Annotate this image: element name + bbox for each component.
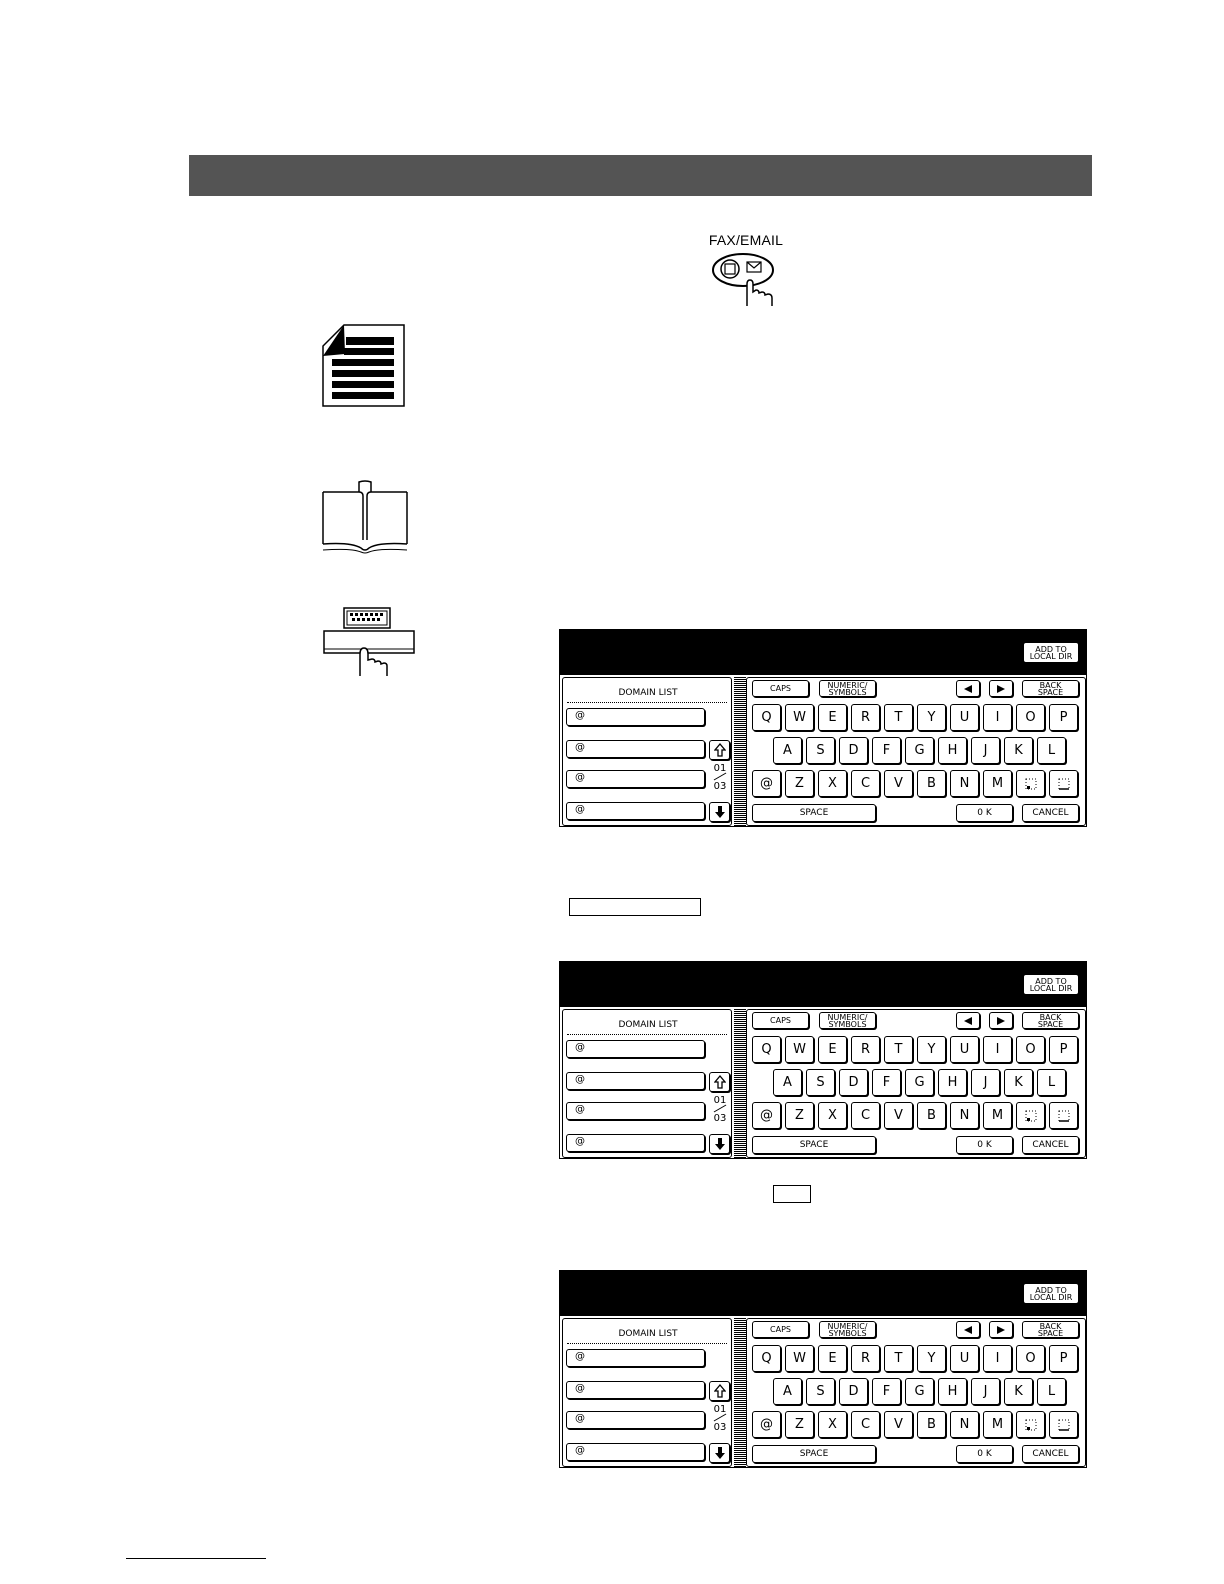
domain-list-title: DOMAIN LIST — [618, 1020, 678, 1030]
key-d[interactable]: D — [839, 737, 868, 764]
key-r[interactable]: R — [851, 1345, 880, 1372]
key-underscore-symbol[interactable] — [1049, 1411, 1078, 1438]
fax-email-key[interactable] — [700, 232, 790, 308]
numeric-symbols-button[interactable]: NUMERIC/ SYMBOLS — [819, 1321, 876, 1338]
key-t[interactable]: T — [884, 1345, 913, 1372]
key-b[interactable]: B — [917, 1411, 946, 1438]
key-l[interactable]: L — [1037, 1069, 1066, 1096]
domain-entry[interactable]: @ — [566, 740, 705, 758]
domain-list-panel — [562, 1009, 732, 1158]
page-current: 01 — [713, 1095, 727, 1106]
key-y[interactable]: Y — [917, 1345, 946, 1372]
arrow-left-icon — [963, 684, 973, 694]
panel-divider-strip — [734, 677, 746, 826]
key-s[interactable]: S — [806, 1069, 835, 1096]
keyboard-panel — [746, 1009, 1086, 1158]
domain-entry[interactable]: @ — [566, 770, 705, 788]
key-f[interactable]: F — [872, 737, 901, 764]
key-g[interactable]: G — [905, 737, 934, 764]
key-at[interactable]: @ — [752, 1102, 781, 1129]
key-h[interactable]: H — [938, 1378, 967, 1405]
page-total: 03 — [713, 781, 727, 792]
key-u[interactable]: U — [950, 704, 979, 731]
key-z[interactable]: Z — [785, 1411, 814, 1438]
key-j[interactable]: J — [971, 1069, 1000, 1096]
scroll-down-button[interactable] — [709, 802, 730, 822]
key-v[interactable]: V — [884, 770, 913, 797]
arrow-up-icon — [714, 1384, 726, 1398]
domain-entry[interactable]: @ — [566, 1411, 705, 1429]
key-c[interactable]: C — [851, 1411, 880, 1438]
domain-list-separator — [567, 1343, 727, 1344]
key-z[interactable]: Z — [785, 770, 814, 797]
keyboard-panel — [746, 677, 1086, 826]
back-space-button[interactable]: BACK SPACE — [1022, 680, 1079, 697]
domain-list-panel — [562, 1318, 732, 1467]
arrow-right-icon — [996, 684, 1006, 694]
space-button[interactable]: SPACE — [752, 1445, 876, 1463]
space-button[interactable]: SPACE — [752, 1136, 876, 1154]
key-o[interactable]: O — [1016, 704, 1045, 731]
key-e[interactable]: E — [818, 1345, 847, 1372]
key-f[interactable]: F — [872, 1069, 901, 1096]
key-underscore-symbol[interactable] — [1049, 1102, 1078, 1129]
key-d[interactable]: D — [839, 1378, 868, 1405]
domain-list-title: DOMAIN LIST — [618, 1329, 678, 1339]
panel-divider-strip — [734, 1318, 746, 1467]
arrow-down-icon — [714, 805, 726, 819]
page-current: 01 — [713, 763, 727, 774]
key-e[interactable]: E — [818, 704, 847, 731]
key-x[interactable]: X — [818, 1411, 847, 1438]
key-k[interactable]: K — [1004, 1069, 1033, 1096]
domain-entry[interactable]: @ — [566, 1381, 705, 1399]
key-m[interactable]: M — [983, 770, 1012, 797]
scroll-up-button[interactable] — [709, 1381, 730, 1401]
key-at[interactable]: @ — [752, 770, 781, 797]
keyboard-panel — [746, 1318, 1086, 1467]
key-r[interactable]: R — [851, 704, 880, 731]
dotted-square-icon — [1058, 778, 1070, 790]
key-c[interactable]: C — [851, 1102, 880, 1129]
key-y[interactable]: Y — [917, 704, 946, 731]
key-r[interactable]: R — [851, 1036, 880, 1063]
dotted-square-icon — [1058, 1110, 1070, 1122]
document-icon — [322, 324, 406, 408]
dotted-square-icon — [1058, 1419, 1070, 1431]
key-at[interactable]: @ — [752, 1411, 781, 1438]
cancel-button[interactable]: CANCEL — [1022, 1136, 1079, 1154]
key-g[interactable]: G — [905, 1069, 934, 1096]
ok-button[interactable]: 0 K — [956, 1445, 1013, 1463]
key-a[interactable]: A — [773, 737, 802, 764]
key-d[interactable]: D — [839, 1069, 868, 1096]
arrow-right-icon — [996, 1325, 1006, 1335]
key-q[interactable]: Q — [752, 1036, 781, 1063]
key-u[interactable]: U — [950, 1345, 979, 1372]
key-v[interactable]: V — [884, 1102, 913, 1129]
key-v[interactable]: V — [884, 1411, 913, 1438]
key-j[interactable]: J — [971, 737, 1000, 764]
key-w[interactable]: W — [785, 1345, 814, 1372]
key-q[interactable]: Q — [752, 1345, 781, 1372]
key-x[interactable]: X — [818, 1102, 847, 1129]
key-z[interactable]: Z — [785, 1102, 814, 1129]
back-space-button[interactable]: BACK SPACE — [1022, 1012, 1079, 1029]
page-total: 03 — [713, 1422, 727, 1433]
key-q[interactable]: Q — [752, 704, 781, 731]
ok-button[interactable]: 0 K — [956, 804, 1013, 822]
key-k[interactable]: K — [1004, 1378, 1033, 1405]
key-k[interactable]: K — [1004, 737, 1033, 764]
domain-list-separator — [567, 1034, 727, 1035]
key-m[interactable]: M — [983, 1411, 1012, 1438]
cursor-left-button[interactable] — [956, 680, 980, 697]
key-n[interactable]: N — [950, 770, 979, 797]
key-p[interactable]: P — [1049, 1345, 1078, 1372]
section-header-bar — [189, 155, 1092, 196]
key-a[interactable]: A — [773, 1069, 802, 1096]
key-n[interactable]: N — [950, 1411, 979, 1438]
panel-title-bar — [560, 1271, 1086, 1316]
cursor-right-button[interactable] — [989, 1012, 1013, 1029]
key-h[interactable]: H — [938, 1069, 967, 1096]
cursor-left-button[interactable] — [956, 1012, 980, 1029]
cursor-right-button[interactable] — [989, 680, 1013, 697]
footer-rule — [126, 1558, 266, 1559]
fax-email-button-icon — [700, 248, 792, 308]
domain-entry[interactable]: @ — [566, 802, 705, 820]
open-book-icon — [321, 480, 409, 554]
key-h[interactable]: H — [938, 737, 967, 764]
domain-entry[interactable]: @ — [566, 1443, 705, 1461]
panel-title-bar — [560, 630, 1086, 675]
domain-entry[interactable]: @ — [566, 1134, 705, 1152]
key-i[interactable]: I — [983, 1345, 1012, 1372]
key-underscore-symbol[interactable] — [1049, 770, 1078, 797]
key-f[interactable]: F — [872, 1378, 901, 1405]
key-m[interactable]: M — [983, 1102, 1012, 1129]
key-a[interactable]: A — [773, 1378, 802, 1405]
key-p[interactable]: P — [1049, 1036, 1078, 1063]
arrow-up-icon — [714, 1075, 726, 1089]
dotted-square-icon — [1025, 778, 1037, 790]
key-w[interactable]: W — [785, 704, 814, 731]
key-b[interactable]: B — [917, 1102, 946, 1129]
domain-entry[interactable]: @ — [566, 1349, 705, 1367]
touch-panel-1 — [559, 629, 1087, 827]
key-o[interactable]: O — [1016, 1345, 1045, 1372]
key-n[interactable]: N — [950, 1102, 979, 1129]
add-to-local-dir-button[interactable]: ADD TO LOCAL DIR — [1023, 974, 1079, 995]
key-s[interactable]: S — [806, 737, 835, 764]
page-current: 01 — [713, 1404, 727, 1415]
scroll-down-button[interactable] — [709, 1134, 730, 1154]
cursor-left-button[interactable] — [956, 1321, 980, 1338]
domain-entry[interactable]: @ — [566, 1040, 705, 1058]
domain-list-title: DOMAIN LIST — [618, 688, 678, 698]
cancel-button[interactable]: CANCEL — [1022, 804, 1079, 822]
scroll-down-button[interactable] — [709, 1443, 730, 1463]
touch-panel-2 — [559, 961, 1087, 1159]
panel-divider-strip — [734, 1009, 746, 1158]
key-y[interactable]: Y — [917, 1036, 946, 1063]
key-w[interactable]: W — [785, 1036, 814, 1063]
arrow-down-icon — [714, 1137, 726, 1151]
key-j[interactable]: J — [971, 1378, 1000, 1405]
key-l[interactable]: L — [1037, 1378, 1066, 1405]
key-t[interactable]: T — [884, 1036, 913, 1063]
arrow-up-icon — [714, 743, 726, 757]
ok-key-box — [773, 1185, 811, 1203]
numeric-symbols-button[interactable]: NUMERIC/ SYMBOLS — [819, 680, 876, 697]
back-space-button[interactable]: BACK SPACE — [1022, 1321, 1079, 1338]
touch-panel-3 — [559, 1270, 1087, 1468]
key-s[interactable]: S — [806, 1378, 835, 1405]
key-x[interactable]: X — [818, 770, 847, 797]
add-to-local-dir-button[interactable]: ADD TO LOCAL DIR — [1023, 1283, 1079, 1304]
dotted-square-icon — [1025, 1419, 1037, 1431]
arrow-left-icon — [963, 1325, 973, 1335]
keyboard-key-icon — [322, 606, 416, 678]
caps-button[interactable]: CAPS — [752, 1012, 809, 1029]
arrow-right-icon — [996, 1016, 1006, 1026]
caps-button[interactable]: CAPS — [752, 1321, 809, 1338]
key-i[interactable]: I — [983, 704, 1012, 731]
key-dot-symbol[interactable] — [1016, 1102, 1045, 1129]
page-total: 03 — [713, 1113, 727, 1124]
arrow-left-icon — [963, 1016, 973, 1026]
key-l[interactable]: L — [1037, 737, 1066, 764]
scroll-up-button[interactable] — [709, 740, 730, 760]
space-button[interactable]: SPACE — [752, 804, 876, 822]
numeric-symbols-button[interactable]: NUMERIC/ SYMBOLS — [819, 1012, 876, 1029]
key-u[interactable]: U — [950, 1036, 979, 1063]
add-to-local-dir-button[interactable]: ADD TO LOCAL DIR — [1023, 642, 1079, 663]
key-p[interactable]: P — [1049, 704, 1078, 731]
key-e[interactable]: E — [818, 1036, 847, 1063]
cursor-right-button[interactable] — [989, 1321, 1013, 1338]
key-dot-symbol[interactable] — [1016, 1411, 1045, 1438]
dotted-square-icon — [1025, 1110, 1037, 1122]
text-field-box — [569, 898, 701, 916]
cancel-button[interactable]: CANCEL — [1022, 1445, 1079, 1463]
fax-email-label: FAX/EMAIL — [708, 232, 784, 248]
key-g[interactable]: G — [905, 1378, 934, 1405]
caps-button[interactable]: CAPS — [752, 680, 809, 697]
ok-button[interactable]: 0 K — [956, 1136, 1013, 1154]
key-c[interactable]: C — [851, 770, 880, 797]
domain-list-separator — [567, 702, 727, 703]
key-t[interactable]: T — [884, 704, 913, 731]
key-i[interactable]: I — [983, 1036, 1012, 1063]
domain-entry[interactable]: @ — [566, 708, 705, 726]
key-o[interactable]: O — [1016, 1036, 1045, 1063]
scroll-up-button[interactable] — [709, 1072, 730, 1092]
key-b[interactable]: B — [917, 770, 946, 797]
domain-list-panel — [562, 677, 732, 826]
arrow-down-icon — [714, 1446, 726, 1460]
key-dot-symbol[interactable] — [1016, 770, 1045, 797]
panel-title-bar — [560, 962, 1086, 1007]
domain-entry[interactable]: @ — [566, 1102, 705, 1120]
domain-entry[interactable]: @ — [566, 1072, 705, 1090]
